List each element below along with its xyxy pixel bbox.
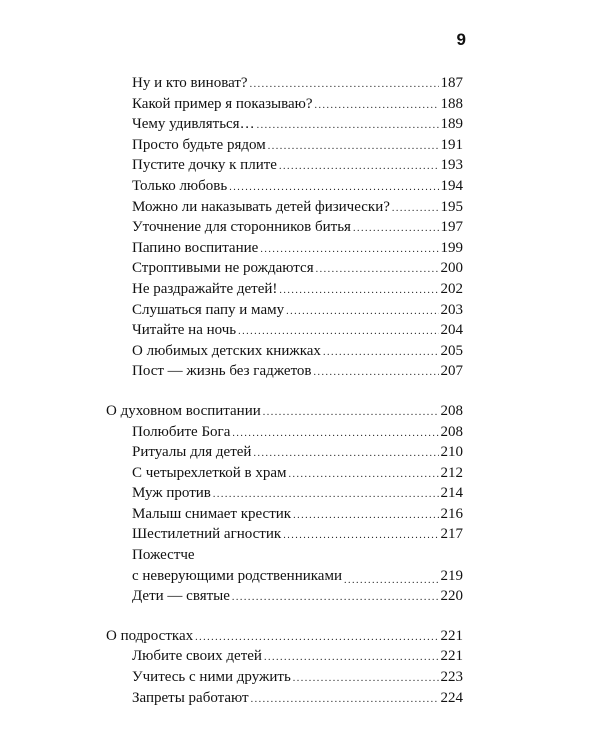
dot-leader [392,204,439,214]
entry-title: Пустите дочку к плите [132,157,277,174]
dot-leader [323,348,439,358]
entry-page: 194 [440,177,463,194]
toc-entry[interactable] [106,361,463,382]
entry-title [132,545,342,586]
entry-page: 203 [440,301,463,318]
entry-page: 189 [440,116,463,133]
section-page: 221 [440,627,463,644]
table-of-contents [106,73,463,727]
entry-title: Дети — святые [132,588,230,605]
dot-leader [264,653,439,663]
entry-page: 187 [440,75,463,91]
toc-entry[interactable] [106,238,463,259]
dot-leader [268,142,439,152]
entry-page: 200 [440,260,463,277]
toc-section-spiritual [106,401,463,607]
toc-entry[interactable] [106,300,463,321]
toc-entry[interactable] [106,320,463,341]
toc-entry[interactable] [106,463,463,484]
entry-page: 221 [440,648,463,665]
entry-title: Только любовь [132,177,228,194]
dot-leader [283,531,438,541]
entry-title: Читайте на ночь [132,322,237,339]
entry-title: Полюбите Бога [132,423,231,440]
entry-title: Малыш снимает крестик [132,505,292,522]
entry-page: 208 [440,423,463,440]
dot-leader [293,511,438,521]
dot-leader [344,576,439,586]
entry-page: 202 [440,280,463,297]
dot-leader [279,286,438,296]
dot-leader [238,327,438,337]
entry-title-line-1: Пожестче [132,547,195,564]
entry-page: 217 [440,526,463,543]
entry-title: Любите своих детей [132,648,262,665]
entry-title: Строптивыми не рождаются [132,260,314,277]
entry-page: 199 [440,239,463,256]
dot-leader [289,470,439,480]
toc-entry[interactable] [106,688,463,709]
entry-page: 210 [440,444,463,461]
entry-title: О любимых детских книжках [132,342,321,359]
dot-leader [251,695,439,705]
dot-leader [353,224,439,234]
entry-title: Можно ли наказывать детей физически? [132,198,390,215]
dot-leader [232,593,439,603]
section-title: О духовном воспитании [106,402,261,419]
toc-entry[interactable] [106,483,463,504]
toc-entry[interactable] [106,73,463,94]
entry-page: 204 [440,322,463,339]
entry-title: Не раздражайте детей! [132,280,278,297]
toc-entry[interactable] [106,135,463,156]
entry-title: Пост — жизнь без гаджетов [132,363,312,380]
dot-leader [286,307,438,317]
entry-page: 193 [440,157,463,174]
dot-leader [253,449,438,459]
toc-entry[interactable] [106,114,463,135]
entry-page: 224 [440,689,463,706]
entry-title: Уточнение для сторонников битья [132,219,351,236]
toc-entry[interactable] [106,524,463,545]
entry-title: Запреты работают [132,689,249,706]
entry-title: Учитесь с ними дружить [132,669,291,686]
entry-page: 191 [440,136,463,153]
entry-page: 223 [440,669,463,686]
entry-page: 207 [440,363,463,380]
entry-title: Просто будьте рядом [132,136,266,153]
section-page: 208 [440,402,463,419]
entry-page: 219 [440,567,463,584]
dot-leader [293,674,439,684]
entry-page: 197 [440,219,463,236]
entry-title-line-2: с неверующими родственниками [132,567,342,584]
dot-leader [250,80,439,90]
toc-entry[interactable] [106,442,463,463]
toc-entry[interactable] [106,504,463,525]
entry-page: 205 [440,342,463,359]
entry-page: 188 [440,95,463,112]
entry-page: 220 [440,588,463,605]
toc-entry[interactable] [106,422,463,443]
entry-title: Чему удивляться… [132,116,255,133]
toc-section-heading[interactable] [106,401,463,422]
toc-entry[interactable] [106,667,463,688]
dot-leader [260,245,438,255]
toc-entry[interactable] [106,341,463,362]
toc-section-upbringing [106,73,463,382]
dot-leader [195,633,438,643]
entry-title: Слушаться папу и маму [132,301,285,318]
toc-entry[interactable] [106,217,463,238]
toc-entry[interactable] [106,94,463,115]
dot-leader [213,490,439,500]
dot-leader [279,162,439,172]
entry-title: Ну и кто виноват? [132,75,248,91]
toc-entry[interactable] [106,155,463,176]
toc-entry[interactable] [106,279,463,300]
entry-page: 195 [440,198,463,215]
toc-section-heading[interactable] [106,626,463,647]
entry-title: Папино воспитание [132,239,259,256]
entry-title: Ритуалы для детей [132,444,252,461]
entry-page: 216 [440,505,463,522]
entry-page: 214 [440,485,463,502]
toc-entry[interactable] [106,545,463,586]
dot-leader [316,265,439,275]
dot-leader [257,121,439,131]
entry-title: Шестилетний агностик [132,526,282,543]
dot-leader [314,368,439,378]
dot-leader [229,183,438,193]
toc-entry[interactable] [106,646,463,667]
section-title: О подростках [106,627,194,644]
entry-page: 212 [440,464,463,481]
dot-leader [263,408,439,418]
dot-leader [232,429,438,439]
entry-title: Муж против [132,485,211,502]
entry-title: С четырехлеткой в храм [132,464,287,481]
page-number: 9 [456,30,466,49]
toc-entry[interactable] [106,197,463,218]
toc-entry[interactable] [106,176,463,197]
toc-section-teenagers [106,626,463,708]
entry-title: Какой пример я показываю? [132,95,313,112]
dot-leader [315,101,439,111]
toc-entry[interactable] [106,586,463,607]
toc-entry[interactable] [106,258,463,279]
